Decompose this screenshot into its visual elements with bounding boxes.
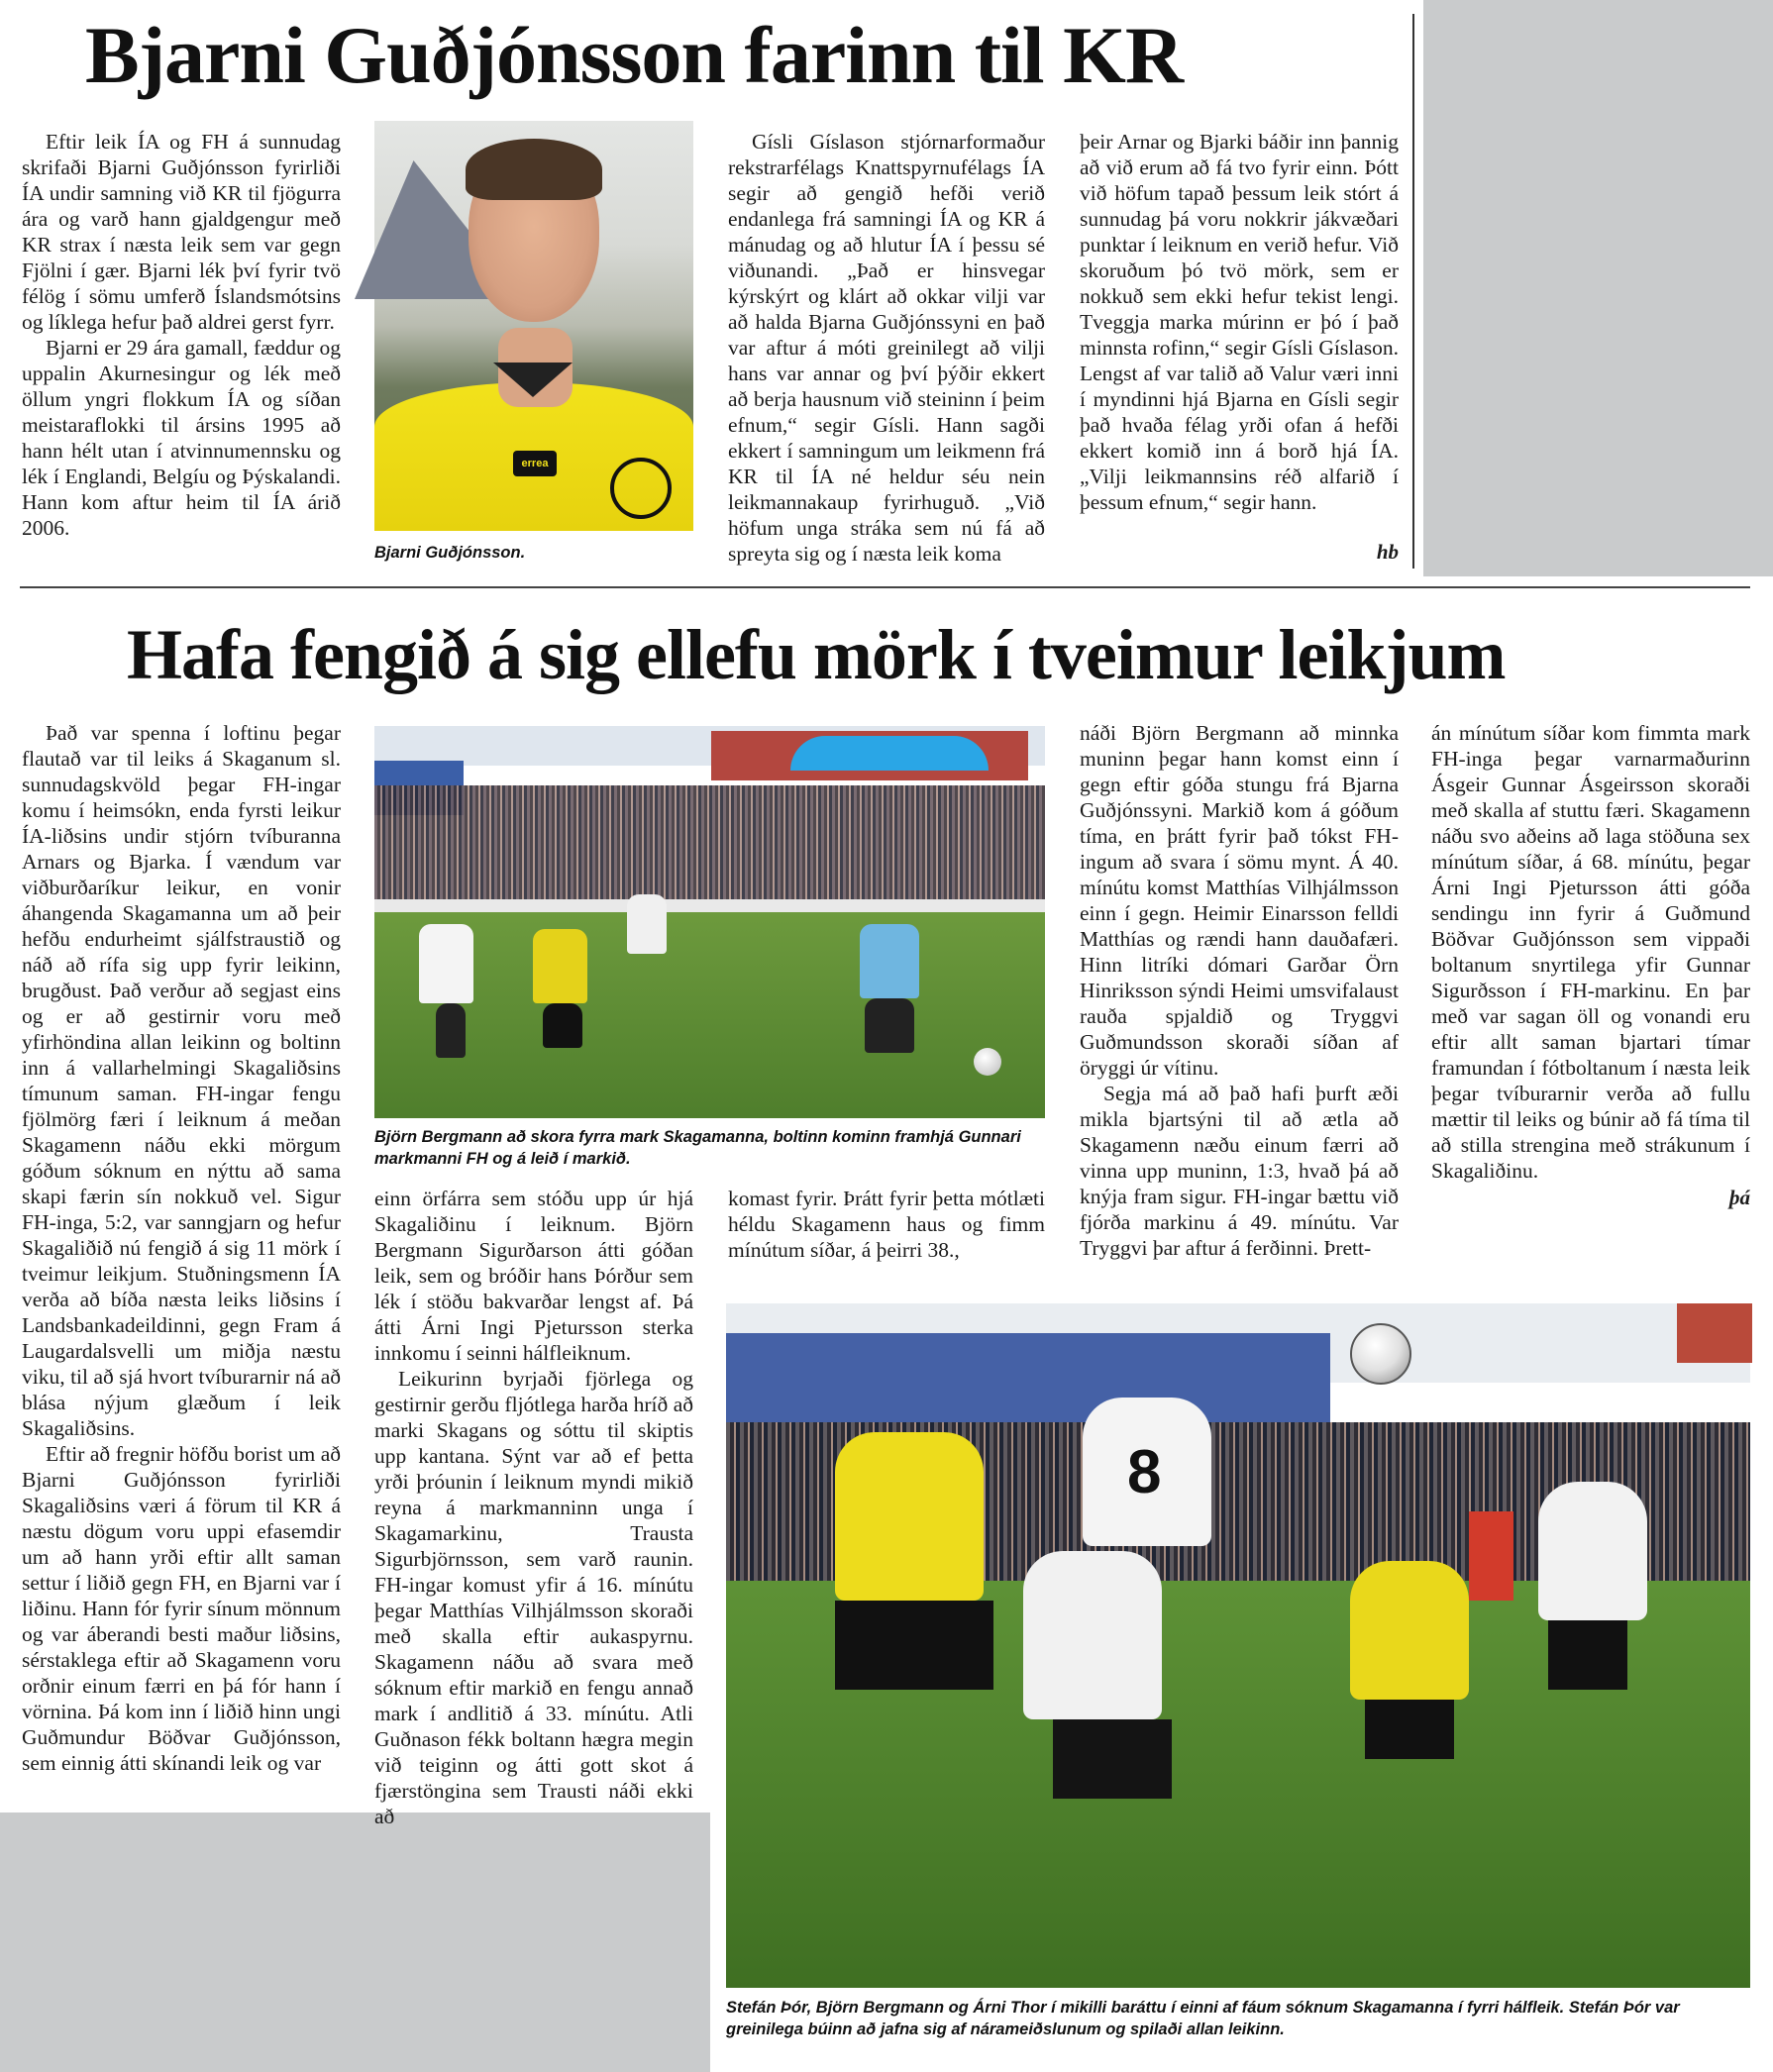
paragraph: Eftir að fregnir höfðu borist um að Bjarni Guðjónsson fyrirliði Skagaliðsins væri á förum til KR á næstu dögum voru uppi efasemdir um að hann yrði eftir allt saman settur í liðið gegn FH, en Bjarni var í liðinu. Hann fór fyrir sínum mönnum og var áberandi besti maður liðsins, sérstaklega eftir að Skagamenn voru orðnir einum færri en þá fór hann í vörnina. Þá kom inn í liðið hinn ungi Guðmundur Böðvar Guðjónsson, sem einnig átti skínandi leik og var <box>22 1442 341 1775</box>
paragraph: Leikurinn byrjaði fjörlega og gestirnir gerðu fljótlega harða hríð að marki Skagans og sóttu til skiptis upp kantana. Sýnt var að ef þetta yrði þróunin í leiknum myndi mikið reyna á markmanninn unga í Skagamarkinu, Trausta Sigurbjörnsson, sem varð raunin. FH-ingar komust yfir á 16. mínútu þegar Matthías Vilhjálmsson skoraði með skalla eftir aukaspyrnu. Skagamenn náðu að svara með sóknum eftir markið en fengu annað mark í andlitið á 33. mínútu. Atli Guðnason fékk boltann hægra megin við teiginn og átti gott skot á fjærstöngina sem Trausti náði ekki að <box>374 1367 693 1828</box>
referee-figure <box>1469 1511 1513 1601</box>
player-figure <box>1350 1561 1469 1700</box>
player-figure <box>835 1432 984 1601</box>
player-figure <box>1083 1398 1211 1546</box>
paragraph: þeir Arnar og Bjarki báðir inn þannig að við erum að fá tvo fyrir einn. Þótt við höfum tapað þessum leik stórt á sunnudag þá voru nokkrir jákvæðari punktar í leiknum en verið hefur. Við skoruðum þó tvö mörk, sem er nokkuð sem ekki hefur tekist lengi. Tveggja marka múrinn er þó í það minnsta rofinn,“ segir Gísli Gíslason. Lengst af var talið að Valur væri inni í myndinni hjá Bjarna en Gísli segir það hvaða félag yrði ofan á hefði ekkert komið inn á borð hjá ÍA. „Vilji leikmannsins réð alfarið í þessum efnum,“ segir hann. <box>1080 130 1399 514</box>
paragraph: Bjarni er 29 ára gamall, fæddur og uppalin Akurnesingur og lék með öllum yngri flokkum ÍA og síðan meistaraflokki til ársins 1995 að hann hélt utan í atvinnumennsku og lék í Englandi, Belgíu og Þýskalandi. Hann kom aftur heim til ÍA árið 2006. <box>22 336 341 540</box>
player-figure <box>1365 1700 1454 1759</box>
paragraph: án mínútum síðar kom fimmta mark FH-inga þegar varnarmaðurinn Ásgeir Gunnar Ásgeirsson skoraði með skalla af stuttu færi. Skagamenn náðu svo aðeins að laga stöðuna sex mínútum síðar, á 68. mínútu, þegar Árni Ingi Pjetursson átti góða sendingu inn fyrir á Guðmund Böðvar Guðjónsson sem vippaði boltanum snyrtilega yfir Gunnar Sigurðsson í FH-markinu. En þar með var sagan öll og vonandi eru eftir allt saman bjartari tímar framundan í fótboltanum í næsta leik þegar tvíburarnir verða að fullu mættir til leiks og búnir að fá tíma til að stilla strengina með strákunum í Skagaliðinu. <box>1431 721 1750 1183</box>
match-photo-caption: Björn Bergmann að skora fyrra mark Skagamanna, boltinn kominn framhjá Gunnari markmanni FH og á leið í markið. <box>374 1128 1021 1168</box>
article1-col3 <box>728 129 1045 567</box>
player-figure <box>835 1601 993 1690</box>
grey-panel-top-right <box>1423 0 1773 576</box>
article1-signature: hb <box>1376 540 1399 564</box>
grey-panel-bottom-left <box>0 1813 710 2072</box>
section-divider <box>20 586 1750 588</box>
club-badge-icon <box>610 458 672 519</box>
paragraph: komast fyrir. Þrátt fyrir þetta mótlæti héldu Skagamenn haus og fimm mínútum síðar, á þeirri 38., <box>728 1187 1045 1262</box>
paragraph: Það var spenna í loftinu þegar flautað var til leiks á Skaganum sl. sunnudagskvöld þegar FH-ingar komu í heimsókn, enda fyrsti leikur ÍA-liðsins undir stjórn tvíburanna Arnars og Bjarka. Í vændum var viðburðaríkur leikur, en vonir áhangenda Skagamanna um að þeir hefðu endurheimt sjálfstraustið og náð að rífa sig upp fyrir leikinn, brugðust. Það verður að segjast eins og er að gestirnir voru með yfirhöndina allan leikinn og boltinn inn á vallarhelmingi Skagaliðsins tímunum saman. FH-ingar fengu fjölmörg færi í leiknum á meðan Skagamenn náðu ekki mörgum góðum sóknum en nýttu að sama skapi færin sín nokkuð vel. Sigur FH-inga, 5:2, var sanngjarn og hefur Skagaliðið nú fengið á sig 11 mörk í tveimur leikjum. Stuðningsmenn ÍA verða að bíða næsta leiks liðsins í Landsbankadeildinni, gegn Fram á Laugardalsvelli um miðja næstu viku, til að sjá hvort tvíburarnir ná að blása nýjum glæðum í leik Skagaliðsins. <box>22 721 341 1440</box>
goalkeeper-figure <box>860 924 919 998</box>
player-figure <box>533 929 587 1003</box>
paragraph: Eftir leik ÍA og FH á sunnudag skrifaði Bjarni Guðjónsson fyrirliði ÍA undir samning við KR til fjögurra ára og varð hann gjaldgengur með KR strax í næsta leik sem var gegn Fjölni í gær. Bjarni lék því fyrir tvö félög í sömu umferð Íslandsmótsins og líklega hefur það aldrei gerst fyrr. <box>22 130 341 334</box>
player-figure <box>1548 1620 1627 1690</box>
paragraph: Segja má að það hafi þurft æði mikla bjartsýni til að ætla að Skagamenn næðu einum færri að vinna upp muninn, 1:3, hvað þá að knýja fram sigur. FH-ingar bættu við fjórða markinu á 49. mínútu. Var Tryggvi þar aftur á ferðinni. Þrett- <box>1080 1082 1399 1260</box>
article1-col1 <box>22 129 341 567</box>
article2-signature: þá <box>1729 1186 1750 1209</box>
ball-icon <box>1350 1323 1411 1385</box>
paragraph: Gísli Gíslason stjórnarformaður rekstrarfélags Knattspyrnufélags ÍA segir að gengið hefði verið endanlega frá samningi ÍA og KR á mánudag og að hlutur ÍA í þessu sé viðunandi. „Það er hinsvegar kýrskýrt og klárt að okkar vilji var að halda Bjarna Guðjónssyni en það var aftur á móti greinilegt að vilji hans var annar og því þýðir ekkert að berja hausnum við steininn í þeim efnum,“ segir Gísli. Hann sagði ekkert í samningum um leikmenn frá KR til ÍA né heldur séu nein leikmannakaup fyrirhuguð. „Við höfum unga stráka sem nú fá að spreyta sig og í næsta leik koma <box>728 130 1045 566</box>
paragraph: náði Björn Bergmann að minnka muninn þegar hann komst einn í gegn eftir góða stungu frá Bjarna Guðjónssyni. Markið kom á góðum tíma, en þrátt fyrir það tókst FH-ingum að svara í sömu mynt. Á 40. mínútu komst Matthías Vilhjálmsson einn í gegn. Heimir Einarsson felldi Matthías og rændi hann dauðafæri. Hinn litríki dómari Garðar Örn Hinriksson sýndi Heimi umsvifalaust rauða spjaldið og Tryggvi Guðmundsson skoraði síðan af öryggi úr vítinu. <box>1080 721 1399 1080</box>
article1-headline: Bjarni Guðjónsson farinn til KR <box>85 10 1184 100</box>
vertical-rule <box>1412 14 1414 569</box>
action-photo <box>726 1303 1750 1988</box>
article2-col2 <box>374 1186 693 1828</box>
article2-col4 <box>1431 720 1750 1186</box>
article2-col3 <box>1080 720 1399 1263</box>
paragraph: einn örfárra sem stóðu upp úr hjá Skagaliðinu í leiknum. Björn Bergmann Sigurðarson átti góðan leik, sem og bróðir hans Þórður sem lék í stöðu bakvarðar lengst af. Þá átti Árni Ingi Pjetursson sterka innkomu í seinni hálfleiknum. <box>374 1187 693 1365</box>
player-figure <box>543 1003 582 1048</box>
portrait-caption: Bjarni Guðjónsson. <box>374 544 526 562</box>
errea-logo: errea <box>513 451 557 476</box>
player-figure <box>1023 1551 1162 1719</box>
article1-col4 <box>1080 129 1399 543</box>
player-figure <box>627 894 667 954</box>
article2-col1 <box>22 720 341 1810</box>
article2-col3-short <box>728 1186 1045 1265</box>
player-figure <box>419 924 473 1003</box>
article2-headline: Hafa fengið á sig ellefu mörk í tveimur leikjum <box>127 615 1506 694</box>
player-figure <box>1053 1719 1172 1799</box>
player-figure <box>436 1003 466 1058</box>
player-figure <box>1538 1482 1647 1620</box>
goalkeeper-figure <box>865 998 914 1053</box>
action-photo-caption: Stefán Þór, Björn Bergmann og Árni Thor í mikilli baráttu í einni af fáum sóknum Skagamanna í fyrri hálfleik. Stefán Þór var greinilega búinn að jafna sig af nárameiðslunum og spilaði allan leikinn. <box>726 1999 1680 2038</box>
ball-icon <box>974 1048 1001 1076</box>
portrait-photo <box>374 121 693 531</box>
shirt-number: 8 <box>1127 1438 1162 1506</box>
match-photo <box>374 726 1045 1118</box>
